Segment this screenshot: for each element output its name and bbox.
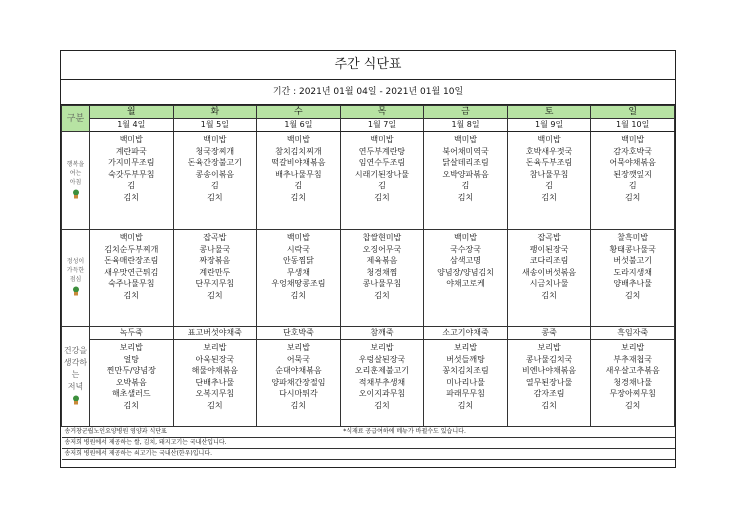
day-header-row xyxy=(62,106,675,119)
meal-label-line: 건강을 xyxy=(63,345,88,355)
menu-item: 미나리나물 xyxy=(446,377,485,387)
menu-item: 보리밥 xyxy=(370,343,394,352)
date-cell: 1월 6일 xyxy=(257,119,341,132)
menu-item: 김치 xyxy=(541,400,557,410)
meal-label-line: 행복을 xyxy=(66,160,85,168)
menu-cell xyxy=(340,340,424,427)
menu-item: 김치 xyxy=(624,400,641,410)
porridge-cell: 표고버섯야채죽 xyxy=(173,327,257,340)
menu-item: 어묵야채볶음 xyxy=(609,158,656,168)
porridge-cell: 콩죽 xyxy=(507,327,591,340)
menu-item: 콩나물무침 xyxy=(362,279,402,289)
menu-table xyxy=(61,105,675,460)
dinner-row xyxy=(62,340,675,427)
menu-item: 김치 xyxy=(541,192,557,202)
note-text: 송거창군립노인요양병원 영양과 식단표 xyxy=(62,427,341,438)
menu-item: 청국장찌개 xyxy=(195,146,235,156)
meal-label-line: 아침 xyxy=(69,178,82,186)
menu-item: 어묵국 xyxy=(286,354,310,364)
menu-cell xyxy=(90,132,174,230)
porridge-cell: 소고기야채죽 xyxy=(424,327,508,340)
menu-item: 콩나물김치국 xyxy=(525,354,573,364)
menu-item: 호박새우젓국 xyxy=(525,146,573,156)
menu-item: 안동찜닭 xyxy=(282,256,314,266)
day-header: 금 xyxy=(424,106,508,119)
menu-item: 새우맛연근튀김 xyxy=(104,267,159,277)
menu-item: 보리밥 xyxy=(286,343,310,352)
menu-item: 감자호박국 xyxy=(613,146,652,156)
menu-item: 김치 xyxy=(207,192,223,202)
day-header: 월 xyxy=(90,106,174,119)
menu-cell xyxy=(591,132,675,230)
note-row xyxy=(62,449,675,460)
menu-item: 꽁치김치조림 xyxy=(442,366,489,376)
menu-item: 김 xyxy=(294,181,303,191)
menu-item: 김치 xyxy=(290,400,307,410)
menu-item: 청경채나물 xyxy=(613,377,652,387)
menu-item: 백미밥 xyxy=(203,135,227,144)
menu-item: 삼색고명 xyxy=(450,256,481,266)
menu-cell xyxy=(424,340,508,427)
menu-item: 북어채미역국 xyxy=(442,146,489,156)
menu-item: 김 xyxy=(378,181,386,191)
menu-item: 닭살데리조림 xyxy=(442,158,489,168)
date-cell: 1월 5일 xyxy=(173,119,257,132)
menu-item: 김 xyxy=(545,181,553,191)
menu-item: 백미밥 xyxy=(119,233,143,242)
menu-item: 백미밥 xyxy=(537,135,561,144)
menu-item: 김치 xyxy=(374,400,390,410)
menu-item: 부추재첩국 xyxy=(613,354,652,364)
menu-item: 보리밥 xyxy=(119,343,143,352)
menu-item: 버섯불고기 xyxy=(613,256,652,266)
menu-item: 연두부계란탕 xyxy=(358,146,406,156)
menu-cell xyxy=(507,132,591,230)
menu-item: 백미밥 xyxy=(370,135,394,144)
lunch-row xyxy=(62,230,675,327)
menu-item: 다시마튀각 xyxy=(279,389,318,399)
breakfast-row xyxy=(62,132,675,230)
menu-cell xyxy=(257,230,341,327)
day-header: 토 xyxy=(507,106,591,119)
date-cell: 1월 9일 xyxy=(507,119,591,132)
plant-icon xyxy=(71,189,81,199)
menu-item: 된장깻잎지 xyxy=(613,169,652,179)
menu-item: 우엉채땅콩조림 xyxy=(271,279,326,289)
date-row xyxy=(62,119,675,132)
meal-label-line: 정성이 xyxy=(66,258,85,265)
porridge-row xyxy=(62,327,675,340)
menu-cell xyxy=(90,230,174,327)
menu-item: 찐만두/양념장 xyxy=(106,366,156,376)
breakfast-label xyxy=(62,132,90,230)
menu-item: 단무지무침 xyxy=(195,279,235,289)
date-cell: 1월 4일 xyxy=(90,119,174,132)
menu-item: 도라지생채 xyxy=(613,267,652,277)
menu-cell xyxy=(507,230,591,327)
menu-item: 무장아찌무침 xyxy=(609,389,656,399)
menu-item: 숙갓두부무침 xyxy=(108,169,155,179)
dinner-label xyxy=(62,327,90,427)
menu-item: 파래무무침 xyxy=(446,389,485,399)
menu-item: 김치 xyxy=(457,192,474,202)
page-title: 주간 식단표 xyxy=(61,51,675,80)
menu-cell xyxy=(90,340,174,427)
menu-item: 돈육두부조림 xyxy=(525,158,573,168)
note-text: 송저희 병원에서 제공하는 쌀, 김치, 돼지고기는 국내산입니다. xyxy=(62,438,675,449)
menu-cell xyxy=(340,230,424,327)
menu-item: 백미밥 xyxy=(453,233,478,242)
menu-item: 김치 xyxy=(207,400,223,410)
menu-item: 백미밥 xyxy=(286,135,310,144)
menu-item: 김 xyxy=(210,181,219,191)
menu-item: 김치 xyxy=(374,192,390,202)
menu-item: 보리밥 xyxy=(537,343,561,352)
menu-item: 비엔나야채볶음 xyxy=(522,366,577,376)
menu-item: 보리밥 xyxy=(453,343,478,352)
menu-item: 계란파국 xyxy=(115,146,147,156)
menu-item: 백미밥 xyxy=(621,135,645,144)
day-header: 목 xyxy=(340,106,424,119)
menu-item: 참나물무침 xyxy=(529,169,569,179)
menu-cell xyxy=(257,132,341,230)
menu-item: 새송이버섯볶음 xyxy=(522,267,577,277)
menu-item: 찰흑미밥 xyxy=(617,233,649,242)
menu-cell xyxy=(173,340,257,427)
menu-cell xyxy=(507,340,591,427)
day-header: 화 xyxy=(173,106,257,119)
note-text: 송저희 병원에서 제공하는 쇠고기는 국내산(한우)입니다. xyxy=(62,449,675,460)
menu-cell xyxy=(424,230,508,327)
menu-item: 김 xyxy=(127,181,136,191)
menu-item: 짜장볶음 xyxy=(199,256,231,266)
menu-item: 숙주나물무침 xyxy=(108,279,155,289)
porridge-cell: 단호박죽 xyxy=(257,327,341,340)
menu-item: 얼탕 xyxy=(123,354,140,364)
menu-item: 오리훈제불고기 xyxy=(354,366,410,376)
menu-item: 백미밥 xyxy=(453,135,478,144)
menu-item: 김치 xyxy=(457,400,474,410)
menu-item: 시래기된장나물 xyxy=(354,169,410,179)
menu-item: 단배추나물 xyxy=(195,377,235,387)
date-cell: 1월 7일 xyxy=(340,119,424,132)
menu-item: 오이지과무침 xyxy=(358,389,406,399)
meal-label-line: 생각하는 xyxy=(63,357,88,379)
menu-item: 김치 xyxy=(123,400,140,410)
meal-label-line: 가득한 xyxy=(66,267,85,274)
menu-item: 순대야채볶음 xyxy=(275,366,322,376)
menu-item: 김치 xyxy=(290,192,307,202)
menu-item: 해물야채볶음 xyxy=(191,366,239,376)
menu-item: 김 xyxy=(628,181,637,191)
menu-item: 잡곡밥 xyxy=(203,233,227,242)
menu-item: 양배추나물 xyxy=(613,279,652,289)
menu-cell xyxy=(591,340,675,427)
menu-item: 오박볶음 xyxy=(115,377,147,387)
lunch-label xyxy=(62,230,90,327)
plant-icon xyxy=(71,395,81,405)
menu-item: 김치순두부찌개 xyxy=(104,244,159,254)
menu-cell xyxy=(173,230,257,327)
menu-item: 김치 xyxy=(290,290,307,300)
menu-item: 보리밥 xyxy=(203,343,227,352)
menu-item: 황태콩나물국 xyxy=(609,244,656,254)
porridge-cell: 흑임자죽 xyxy=(591,327,675,340)
menu-item: 우렁살된장국 xyxy=(358,354,406,364)
menu-item: 가지미무조림 xyxy=(108,158,155,168)
menu-item: 무생채 xyxy=(286,267,310,277)
menu-item: 참치김치찌개 xyxy=(275,146,322,156)
menu-item: 김치 xyxy=(207,290,223,300)
menu-item: 돈육매란장조림 xyxy=(104,256,159,266)
menu-item: 계란만두 xyxy=(199,267,231,277)
note-row xyxy=(62,438,675,449)
menu-cell xyxy=(340,132,424,230)
menu-item: 김 xyxy=(461,181,470,191)
menu-item: 김치 xyxy=(624,192,641,202)
day-header: 일 xyxy=(591,106,675,119)
menu-cell xyxy=(173,132,257,230)
menu-item: 떡갈비야채볶음 xyxy=(271,158,326,168)
menu-item: 버섯들깨탕 xyxy=(446,354,485,364)
menu-item: 김치 xyxy=(541,290,557,300)
menu-item: 새우살고추볶음 xyxy=(605,366,660,376)
porridge-cell: 참깨죽 xyxy=(340,327,424,340)
menu-item xyxy=(424,290,507,302)
menu-cell xyxy=(424,132,508,230)
menu-item: 양파채간장절임 xyxy=(271,377,326,387)
period-text: 기간 : 2021년 01월 04일 - 2021년 01월 10일 xyxy=(61,80,675,105)
note-row xyxy=(62,427,675,438)
menu-item: 오징어무국 xyxy=(362,244,402,254)
menu-item: 감자조림 xyxy=(533,389,565,399)
date-cell: 1월 10일 xyxy=(591,119,675,132)
menu-item: 제육볶음 xyxy=(366,256,398,266)
menu-item: 백미밥 xyxy=(286,233,310,242)
menu-item: 아욱된장국 xyxy=(195,354,235,364)
menu-item: 임연수두조림 xyxy=(358,158,406,168)
menu-cell xyxy=(257,340,341,427)
menu-item: 야채고로케 xyxy=(446,279,485,289)
menu-item: 돈육간장불고기 xyxy=(187,158,242,168)
date-cell: 1월 8일 xyxy=(424,119,508,132)
menu-item: 시락국 xyxy=(286,244,310,254)
menu-item: 잡곡밥 xyxy=(537,233,561,242)
menu-item: 김치 xyxy=(624,290,641,300)
menu-item: 국수장국 xyxy=(450,244,481,254)
menu-item: 코다리조림 xyxy=(529,256,569,266)
menu-item: 시금치나물 xyxy=(529,279,569,289)
menu-item: 김치 xyxy=(123,290,140,300)
note-right-text: *식재료 공급여하에 메뉴가 바뀔수도 있습니다. xyxy=(340,427,674,438)
menu-item: 찹쌀현미밥 xyxy=(362,233,402,242)
plant-icon xyxy=(71,286,81,296)
menu-item: 보리밥 xyxy=(621,343,645,352)
menu-item: 적채부추생채 xyxy=(358,377,406,387)
menu-item: 배추나물무침 xyxy=(275,169,322,179)
porridge-cell: 녹두죽 xyxy=(90,327,174,340)
menu-item: 김치 xyxy=(374,290,390,300)
menu-item: 해초샐러드 xyxy=(111,389,151,399)
menu-item: 콩송이볶음 xyxy=(195,169,235,179)
menu-item: 오박양파볶음 xyxy=(442,169,489,179)
meal-label-line: 점심 xyxy=(69,276,82,283)
menu-sheet xyxy=(60,50,676,468)
meal-label-line: 여는 xyxy=(69,169,82,177)
menu-item: 콩나물국 xyxy=(199,244,231,254)
menu-cell xyxy=(591,230,675,327)
menu-item: 백미밥 xyxy=(119,135,143,144)
menu-item: 열무된장나물 xyxy=(525,377,573,387)
day-header: 수 xyxy=(257,106,341,119)
meal-label-line: 저녁 xyxy=(67,381,84,391)
gubun-label: 구분 xyxy=(62,106,90,132)
menu-item: 오복지무침 xyxy=(195,389,235,399)
menu-item: 김치 xyxy=(123,192,140,202)
menu-item: 양념장/양념김치 xyxy=(437,267,494,277)
menu-item: 청경채찜 xyxy=(366,267,398,277)
menu-item: 팽이된장국 xyxy=(529,244,569,254)
